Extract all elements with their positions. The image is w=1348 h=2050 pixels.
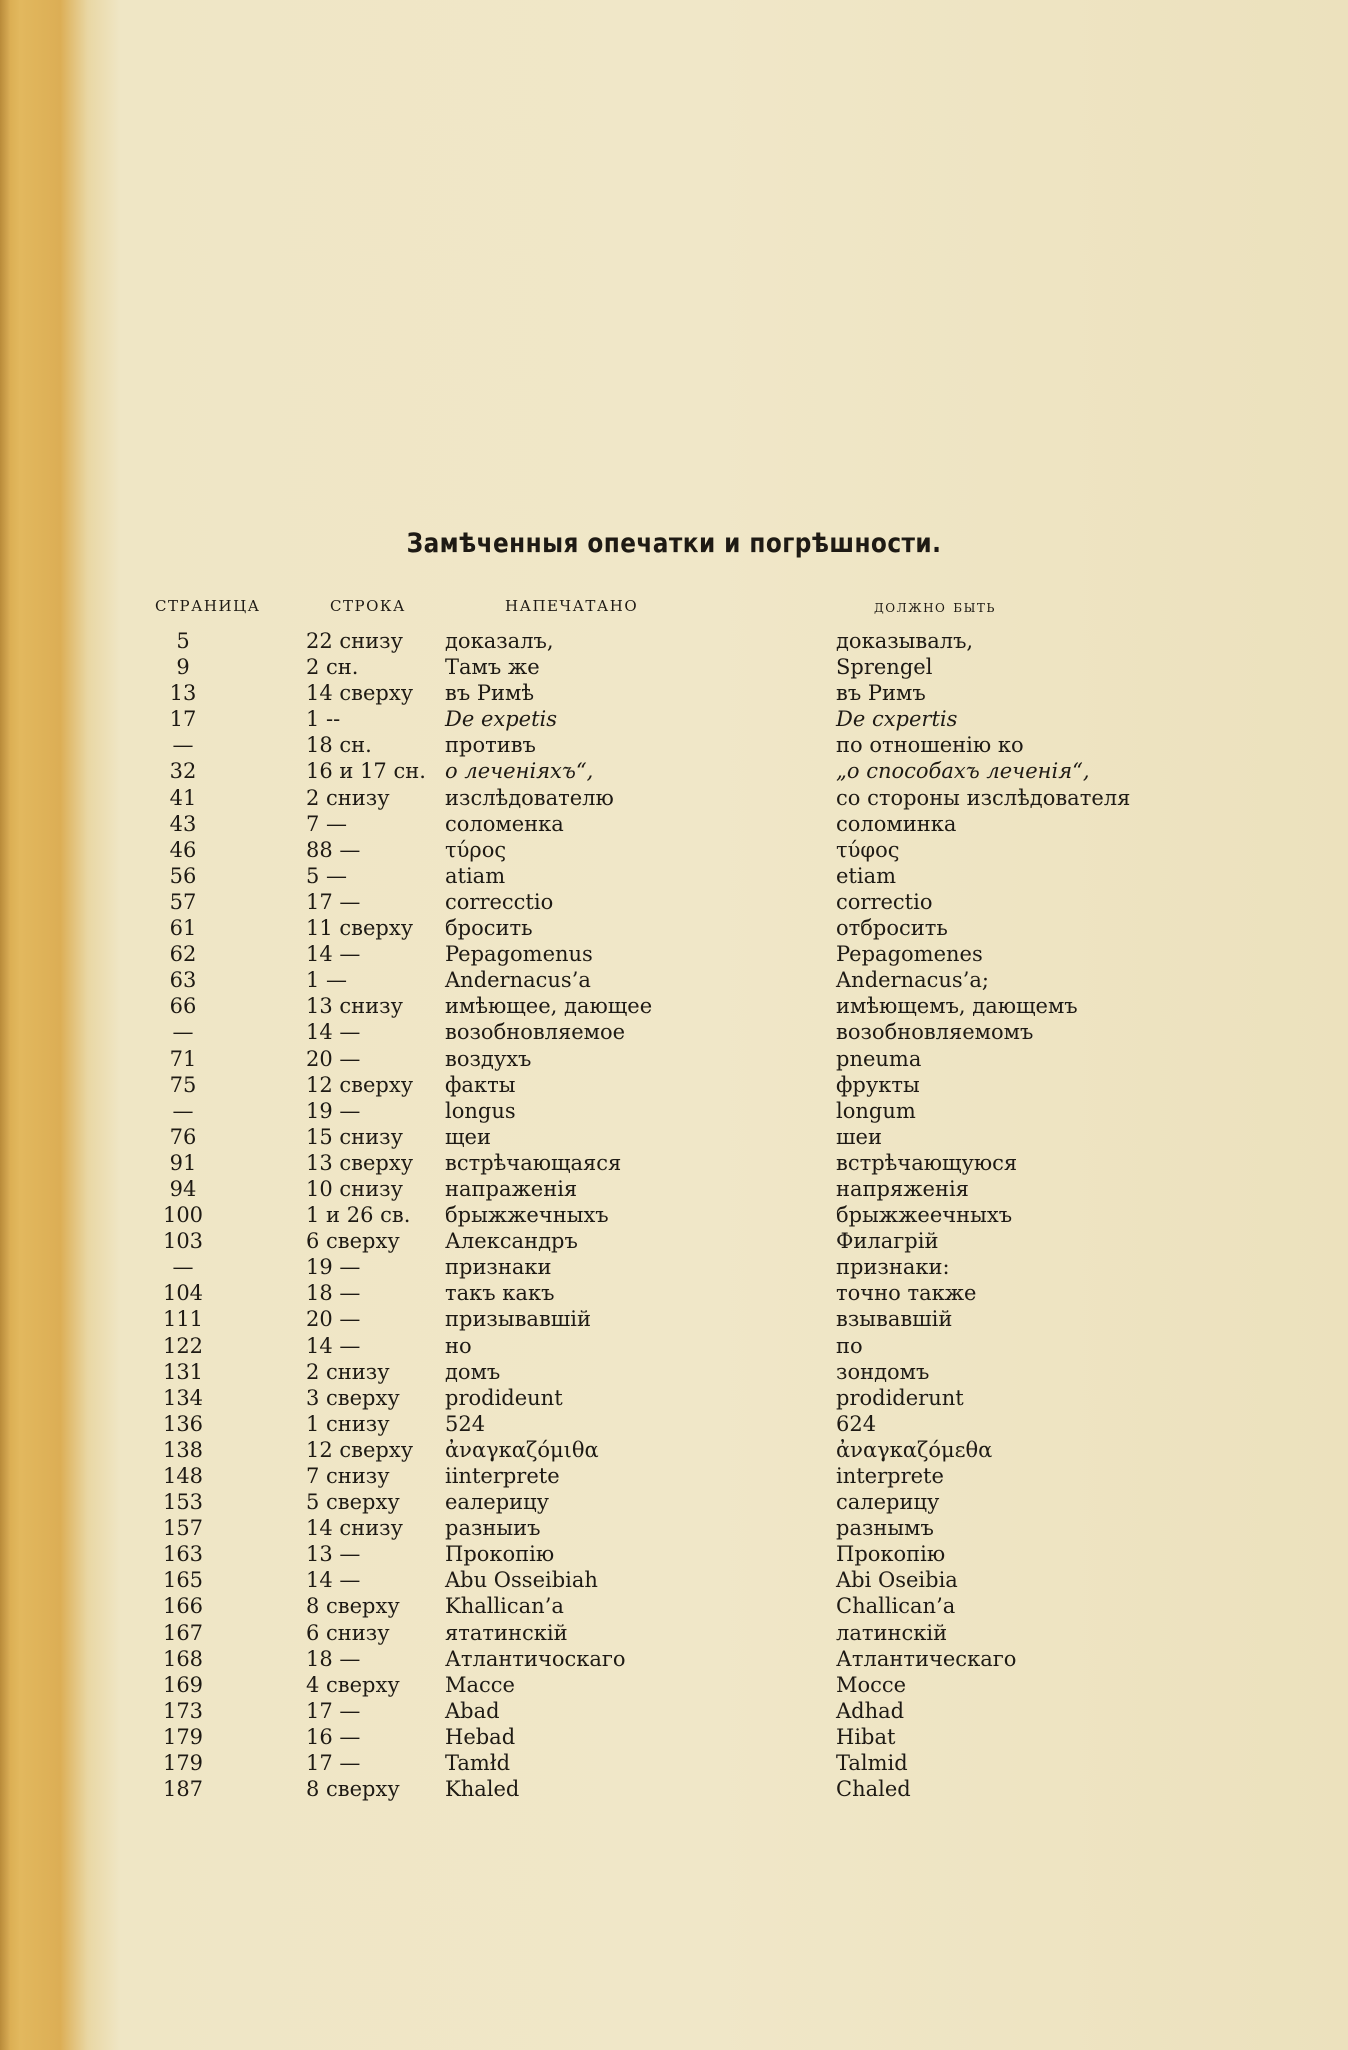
row-printed-text: longus xyxy=(445,1098,516,1123)
row-printed-text: Tamłd xyxy=(445,1751,511,1776)
row-printed-text: ятатинскій xyxy=(445,1620,568,1645)
row-line-ref: 88 — xyxy=(306,837,361,862)
row-printed-text: еалерицу xyxy=(445,1490,550,1515)
row-line-ref: 1 снизу xyxy=(306,1411,390,1436)
row-line-ref: 13 сверху xyxy=(306,1150,414,1175)
row-correct-text: точно также xyxy=(836,1281,977,1306)
table-row xyxy=(0,1072,1348,1098)
table-row xyxy=(0,1620,1348,1646)
row-printed-text: Abad xyxy=(445,1698,500,1723)
row-correct-text: Andernacus’a; xyxy=(836,968,989,993)
row-line-ref: 14 — xyxy=(306,1333,361,1358)
row-line-ref: 16 — xyxy=(306,1724,361,1749)
row-correct-text: Филагрій xyxy=(836,1229,939,1254)
table-row xyxy=(0,889,1348,915)
row-printed-text: напраженія xyxy=(445,1176,578,1201)
row-correct-text: Атлантическаго xyxy=(836,1646,1017,1671)
row-correct-text: латинскій xyxy=(836,1620,948,1645)
row-line-ref: 7 снизу xyxy=(306,1464,390,1488)
row-printed-text: Abu Osseibiah xyxy=(445,1568,598,1593)
table-row xyxy=(0,1306,1348,1332)
row-correct-text: признаки: xyxy=(836,1255,950,1280)
row-page-number: 157 xyxy=(162,1516,204,1541)
row-line-ref: 18 сн. xyxy=(306,733,372,758)
row-line-ref: 1 и 26 св. xyxy=(306,1203,411,1228)
row-printed-text: о леченіяхъ“, xyxy=(445,759,594,784)
row-page-number: 148 xyxy=(162,1464,204,1488)
row-page-number: 104 xyxy=(162,1281,204,1306)
row-line-ref: 14 — xyxy=(306,1568,361,1593)
row-page-number: 122 xyxy=(162,1333,204,1358)
row-line-ref: 3 сверху xyxy=(306,1385,400,1410)
row-correct-text: встрѣчающуюся xyxy=(836,1150,1018,1175)
table-row xyxy=(0,1254,1348,1280)
row-line-ref: 17 — xyxy=(306,889,361,914)
row-correct-text: имѣющемъ, дающемъ xyxy=(836,994,1078,1019)
row-line-ref: 6 снизу xyxy=(306,1620,390,1645)
row-printed-text: такъ какъ xyxy=(445,1281,555,1306)
table-row xyxy=(0,1333,1348,1359)
row-printed-text: ἀναγκαζόμιθα xyxy=(445,1437,599,1462)
row-page-number: 94 xyxy=(169,1176,197,1201)
row-correct-text: correctio xyxy=(836,889,933,914)
table-row xyxy=(0,1463,1348,1489)
row-line-ref: 17 — xyxy=(306,1751,361,1776)
row-page-number: — xyxy=(172,733,194,758)
row-printed-text: противъ xyxy=(445,733,536,758)
table-row xyxy=(0,1280,1348,1306)
row-page-number: 75 xyxy=(169,1072,197,1097)
row-correct-text: салерицу xyxy=(836,1490,940,1515)
row-correct-text: соломинка xyxy=(836,811,957,836)
row-printed-text: τύρος xyxy=(445,837,507,862)
row-printed-text: въ Римѣ xyxy=(445,681,534,706)
table-row xyxy=(0,1776,1348,1802)
row-page-number: 57 xyxy=(169,889,197,914)
row-line-ref: 12 сверху xyxy=(306,1072,414,1097)
row-line-ref: 14 — xyxy=(306,1020,361,1045)
row-correct-text: etiam xyxy=(836,863,897,888)
table-row xyxy=(0,1724,1348,1750)
row-line-ref: 17 — xyxy=(306,1698,361,1723)
row-printed-text: встрѣчающаяся xyxy=(445,1150,622,1175)
row-printed-text: призывавшій xyxy=(445,1307,592,1332)
row-line-ref: 16 и 17 сн. xyxy=(306,759,426,784)
table-row xyxy=(0,1046,1348,1072)
row-line-ref: 20 — xyxy=(306,1307,361,1332)
table-row xyxy=(0,1019,1348,1045)
table-row xyxy=(0,1515,1348,1541)
table-row xyxy=(0,758,1348,784)
table-row xyxy=(0,915,1348,941)
table-row xyxy=(0,1567,1348,1593)
table-row xyxy=(0,837,1348,863)
row-correct-text: Sprengel xyxy=(836,655,933,680)
row-page-number: 131 xyxy=(162,1359,204,1384)
table-row xyxy=(0,1228,1348,1254)
row-correct-text: Моссе xyxy=(836,1672,907,1697)
row-correct-text: Talmid xyxy=(836,1751,908,1776)
table-row xyxy=(0,1593,1348,1619)
row-page-number: 56 xyxy=(169,863,197,888)
page-title: Замѣченныя опечатки и погрѣшности. xyxy=(406,528,942,559)
row-correct-text: prodiderunt xyxy=(836,1385,964,1410)
row-page-number: 179 xyxy=(162,1724,204,1749)
table-row xyxy=(0,1359,1348,1385)
row-printed-text: Khaled xyxy=(445,1777,520,1802)
row-page-number: 179 xyxy=(162,1751,204,1776)
errata-table xyxy=(0,628,1348,1802)
table-row xyxy=(0,1098,1348,1124)
row-line-ref: 1 -- xyxy=(306,707,341,732)
row-page-number: — xyxy=(172,1020,194,1045)
row-correct-text: возобновляемомъ xyxy=(836,1020,1034,1045)
row-page-number: 76 xyxy=(169,1124,197,1149)
row-printed-text: соломенка xyxy=(445,811,564,836)
row-correct-text: interprete xyxy=(836,1464,944,1488)
table-row xyxy=(0,1672,1348,1698)
row-printed-text: Александръ xyxy=(445,1229,578,1254)
table-row xyxy=(0,1202,1348,1228)
row-line-ref: 22 снизу xyxy=(306,629,403,653)
row-line-ref: 1 — xyxy=(306,968,348,993)
row-line-ref: 14 снизу xyxy=(306,1516,403,1541)
row-printed-text: брыжжечныхъ xyxy=(445,1203,609,1228)
row-line-ref: 2 снизу xyxy=(306,1359,390,1384)
row-page-number: 138 xyxy=(162,1437,204,1462)
row-printed-text: atiam xyxy=(445,863,506,888)
table-row xyxy=(0,1437,1348,1463)
row-correct-text: напряженія xyxy=(836,1176,969,1201)
table-row xyxy=(0,628,1348,654)
row-correct-text: Chaled xyxy=(836,1777,911,1802)
row-line-ref: 11 сверху xyxy=(306,916,414,941)
row-page-number: 46 xyxy=(169,837,197,862)
table-row xyxy=(0,654,1348,680)
row-page-number: 163 xyxy=(162,1542,204,1567)
table-row xyxy=(0,1646,1348,1672)
row-page-number: 111 xyxy=(162,1307,204,1332)
row-printed-text: признаки xyxy=(445,1255,552,1280)
row-correct-text: зондомъ xyxy=(836,1359,930,1384)
row-correct-text: ἀναγκαζόμεθα xyxy=(836,1437,993,1462)
row-page-number: — xyxy=(172,1255,194,1280)
row-correct-text: 624 xyxy=(836,1411,877,1436)
row-printed-text: 524 xyxy=(445,1411,486,1436)
row-correct-text: Прокопію xyxy=(836,1542,946,1567)
row-line-ref: 6 сверху xyxy=(306,1229,400,1254)
row-line-ref: 5 — xyxy=(306,863,348,888)
row-page-number: 169 xyxy=(162,1672,204,1697)
row-page-number: 41 xyxy=(169,785,197,810)
row-correct-text: брыжжеечныхъ xyxy=(836,1203,1013,1228)
row-correct-text: Pepagomenes xyxy=(836,942,983,967)
row-line-ref: 8 сверху xyxy=(306,1777,400,1802)
row-printed-text: но xyxy=(445,1333,472,1358)
row-printed-text: Pepagomenus xyxy=(445,942,593,967)
row-printed-text: домъ xyxy=(445,1359,501,1384)
table-row xyxy=(0,993,1348,1019)
column-header-line: СТРОКА xyxy=(330,597,406,615)
row-correct-text: pneuma xyxy=(836,1046,922,1071)
row-printed-text: Andernacus’a xyxy=(445,968,591,993)
row-page-number: 187 xyxy=(162,1777,204,1802)
row-page-number: 136 xyxy=(162,1411,204,1436)
row-line-ref: 4 сверху xyxy=(306,1672,400,1697)
table-row xyxy=(0,1385,1348,1411)
table-row xyxy=(0,680,1348,706)
row-correct-text: въ Римъ xyxy=(836,681,926,706)
row-printed-text: Hebad xyxy=(445,1724,516,1749)
row-printed-text: возобновляемое xyxy=(445,1020,626,1045)
table-row xyxy=(0,1124,1348,1150)
row-page-number: 61 xyxy=(169,916,197,941)
row-line-ref: 19 — xyxy=(306,1098,361,1123)
row-correct-text: фрукты xyxy=(836,1072,920,1097)
table-row xyxy=(0,1411,1348,1437)
row-page-number: 168 xyxy=(162,1646,204,1671)
row-page-number: 5 xyxy=(176,629,190,653)
row-page-number: 165 xyxy=(162,1568,204,1593)
row-page-number: 62 xyxy=(169,942,197,967)
row-page-number: 9 xyxy=(176,655,190,680)
row-correct-text: τύφος xyxy=(836,837,900,862)
row-printed-text: воздухъ xyxy=(445,1046,532,1071)
row-page-number: 100 xyxy=(162,1203,204,1228)
row-correct-text: взывавшій xyxy=(836,1307,953,1332)
row-printed-text: факты xyxy=(445,1072,516,1097)
row-printed-text: бросить xyxy=(445,916,533,941)
row-line-ref: 18 — xyxy=(306,1646,361,1671)
row-page-number: 43 xyxy=(169,811,197,836)
row-page-number: 17 xyxy=(169,707,197,732)
row-page-number: 91 xyxy=(169,1150,197,1175)
row-page-number: — xyxy=(172,1098,194,1123)
row-page-number: 173 xyxy=(162,1698,204,1723)
row-line-ref: 15 снизу xyxy=(306,1124,403,1149)
row-page-number: 13 xyxy=(169,681,197,706)
table-row xyxy=(0,1698,1348,1724)
table-row xyxy=(0,1750,1348,1776)
row-correct-text: доказывалъ, xyxy=(836,629,974,653)
row-line-ref: 14 — xyxy=(306,942,361,967)
table-row xyxy=(0,863,1348,889)
column-header-printed: НАПЕЧАТАНО xyxy=(505,597,639,615)
row-correct-text: разнымъ xyxy=(836,1516,934,1541)
row-correct-text: Hibat xyxy=(836,1724,896,1749)
row-page-number: 167 xyxy=(162,1620,204,1645)
row-printed-text: Khallican’a xyxy=(445,1594,564,1619)
row-page-number: 166 xyxy=(162,1594,204,1619)
row-correct-text: Abi Oseibia xyxy=(836,1568,958,1593)
row-line-ref: 20 — xyxy=(306,1046,361,1071)
table-row xyxy=(0,941,1348,967)
row-printed-text: щеи xyxy=(445,1124,491,1149)
row-correct-text: по отношенію ко xyxy=(836,733,1024,758)
row-correct-text: De cxpertis xyxy=(836,707,958,732)
row-correct-text: Adhad xyxy=(836,1698,905,1723)
table-row xyxy=(0,1176,1348,1202)
row-printed-text: Атлантичоскаго xyxy=(445,1646,626,1671)
row-page-number: 134 xyxy=(162,1385,204,1410)
column-header-page: СТРАНИЦА xyxy=(155,597,261,615)
row-line-ref: 2 сн. xyxy=(306,655,359,680)
table-row xyxy=(0,706,1348,732)
row-printed-text: разныиъ xyxy=(445,1516,541,1541)
row-correct-text: по xyxy=(836,1333,863,1358)
row-line-ref: 13 снизу xyxy=(306,994,403,1019)
table-row xyxy=(0,785,1348,811)
row-printed-text: correcctio xyxy=(445,889,554,914)
row-page-number: 103 xyxy=(162,1229,204,1254)
row-printed-text: Тамъ же xyxy=(445,655,540,680)
row-correct-text: отбросить xyxy=(836,916,948,941)
row-line-ref: 18 — xyxy=(306,1281,361,1306)
row-page-number: 63 xyxy=(169,968,197,993)
row-printed-text: Массе xyxy=(445,1672,515,1697)
row-correct-text: longum xyxy=(836,1098,916,1123)
row-line-ref: 5 сверху xyxy=(306,1490,400,1515)
row-line-ref: 8 сверху xyxy=(306,1594,400,1619)
row-line-ref: 19 — xyxy=(306,1255,361,1280)
row-correct-text: Challican’a xyxy=(836,1594,956,1619)
row-printed-text: доказалъ, xyxy=(445,629,554,653)
row-line-ref: 10 снизу xyxy=(306,1176,403,1201)
table-row xyxy=(0,732,1348,758)
row-page-number: 32 xyxy=(169,759,197,784)
row-line-ref: 7 — xyxy=(306,811,348,836)
row-printed-text: Прокопію xyxy=(445,1542,555,1567)
row-line-ref: 12 сверху xyxy=(306,1437,414,1462)
table-row xyxy=(0,811,1348,837)
table-row xyxy=(0,1150,1348,1176)
row-page-number: 71 xyxy=(169,1046,197,1071)
table-row xyxy=(0,967,1348,993)
row-line-ref: 2 снизу xyxy=(306,785,390,810)
row-page-number: 66 xyxy=(169,994,197,1019)
column-header-correct: должно быть xyxy=(874,597,997,617)
row-printed-text: prodideunt xyxy=(445,1385,563,1410)
table-row xyxy=(0,1541,1348,1567)
row-line-ref: 13 — xyxy=(306,1542,361,1567)
row-printed-text: имѣющее, дающее xyxy=(445,994,653,1019)
row-correct-text: шеи xyxy=(836,1124,882,1149)
row-correct-text: „о способахъ леченія“, xyxy=(836,759,1090,784)
row-printed-text: iinterprete xyxy=(445,1464,560,1488)
row-page-number: 153 xyxy=(162,1490,204,1515)
row-printed-text: De expetis xyxy=(445,707,558,732)
row-correct-text: со стороны изслѣдователя xyxy=(836,785,1131,810)
row-line-ref: 14 сверху xyxy=(306,681,414,706)
table-row xyxy=(0,1489,1348,1515)
row-printed-text: изслѣдователю xyxy=(445,785,614,810)
